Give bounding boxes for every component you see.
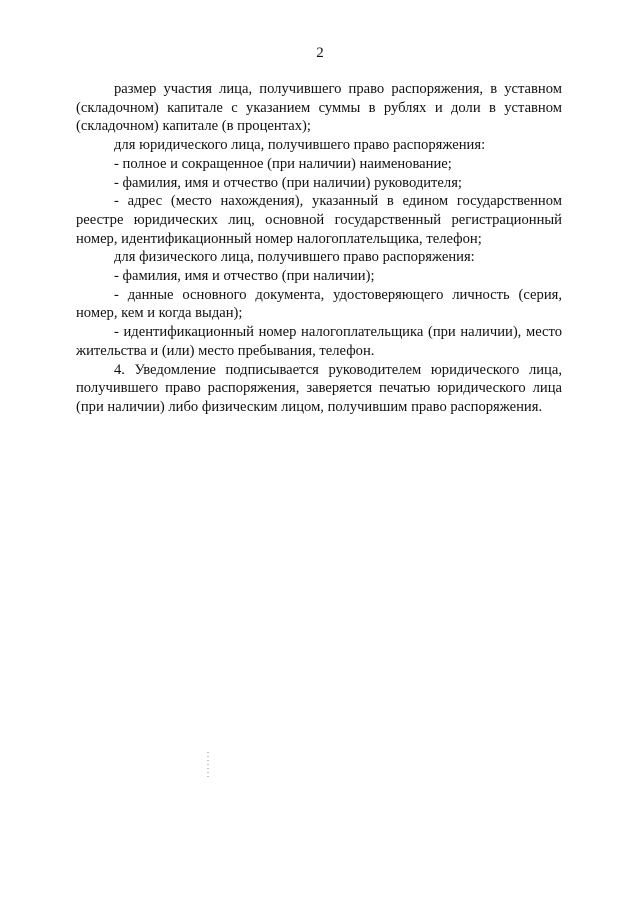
- paragraph-individual-inn: - идентификационный номер налогоплательщика (при наличии), место жительства и (или) место пребывания, телефон.: [76, 324, 562, 359]
- paragraph-individual-heading: для физического лица, получившего право распоряжения:: [114, 249, 475, 266]
- paragraph-individual-document: - данные основного документа, удостоверяющего личность (серия, номер, кем и когда выдан);: [76, 286, 562, 322]
- scan-artifact: [207, 752, 209, 778]
- paragraph-legal-entity-heading: для юридического лица, получившего право распоряжения:: [114, 137, 486, 154]
- paragraph-individual-name: - фамилия, имя и отчество (при наличии);: [114, 268, 375, 285]
- paragraph-participation-share: размер участия лица, получившего право распоряжения, в уставном (складочном) капитале с указанием суммы в рублях и доли в уставном (складочном) капитале (в процентах);: [76, 81, 562, 135]
- document-body: [76, 80, 562, 417]
- page-number: 2: [316, 45, 324, 61]
- paragraph-legal-entity-director: - фамилия, имя и отчество (при наличии) руководителя;: [114, 174, 462, 191]
- paragraph-signature-clause: 4. Уведомление подписывается руководителем юридического лица, получившего право распоряжения, заверяется печатью юридического лица (при наличии) либо физическим лицом, получившим право распоряжения.: [76, 361, 562, 415]
- paragraph-legal-entity-address: - адрес (место нахождения), указанный в едином государственном реестре юридических лиц, основной государственный регистрационный номер, идентификационный номер налогоплательщика, телефон;: [76, 193, 562, 247]
- paragraph-legal-entity-name: - полное и сокращенное (при наличии) наименование;: [114, 155, 452, 172]
